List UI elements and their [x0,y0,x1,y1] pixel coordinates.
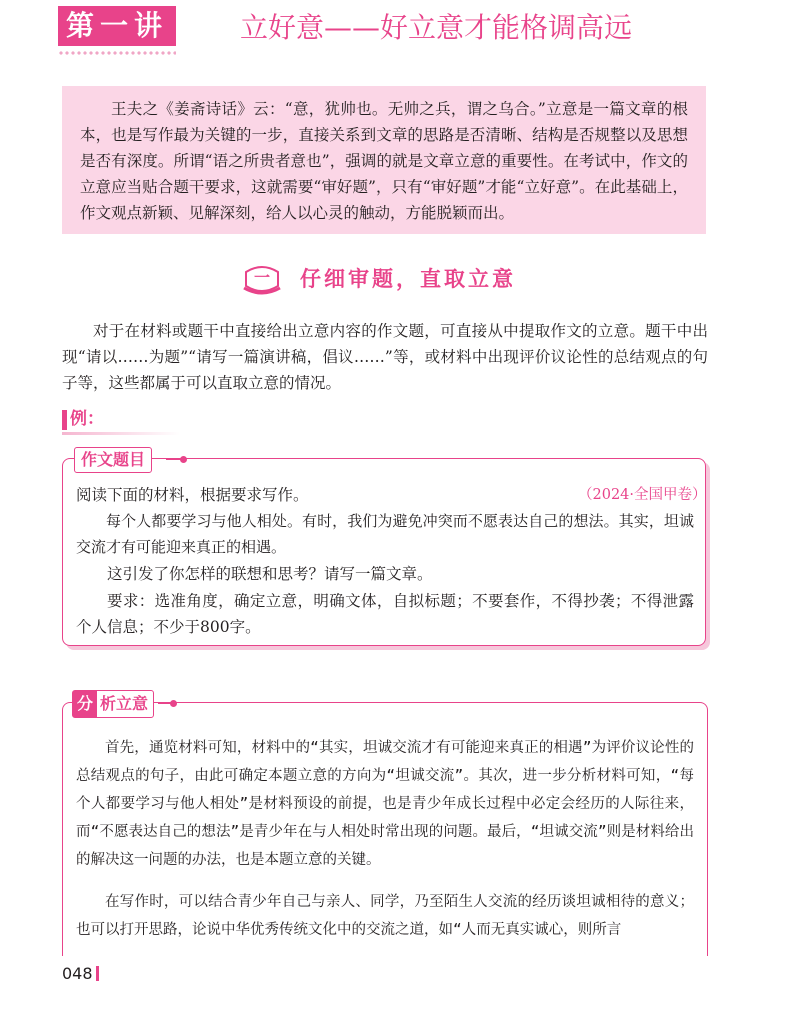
analysis-tab [72,690,154,718]
analysis-paragraph-2: 在写作时，可以结合青少年自己与亲人、同学，乃至陌生人交流的经历谈坦诚相待的意义；也可以打开思路，论说中华优秀传统文化中的交流之道，如“人而无真实诚心，则所言 [76,894,694,938]
section-number-icon [242,262,282,296]
prompt-tab: 作文题目 [74,447,152,473]
lecture-badge: 第一讲 [58,6,176,46]
lecture-title: 立好意——好立意才能格调高远 [240,11,633,44]
page-number-bar [96,966,99,981]
prompt-requirement: 要求：选准角度，确定立意，明确文体，自拟标题；不要套作，不得抄袭；不得泄露个人信息；不少于800字。 [76,592,694,636]
prompt-instruction: 阅读下面的材料，根据要求写作。 [76,486,309,504]
section-heading: 仔细审题，直取立意 [300,266,516,291]
analysis-tab-dot [170,700,177,707]
example-label: 例： [70,409,104,429]
badge-dot-pattern [58,50,176,56]
intro-text: 王夫之《姜斋诗话》云：“意，犹帅也。无帅之兵，谓之乌合。”立意是一篇文章的根本，也是写作最为关键的一步，直接关系到文章的思路是否清晰、结构是否规整以及思想是否有深度。所谓“语之所贵者意也”，强调的就是文章立意的重要性。在考试中，作文的立意应当贴合题干要求，这就需要“审好题”，只有“审好题”才能“立好意”。在此基础上，作文观点新颖、见解深刻，给人以心灵的触动，方能脱颖而出。 [80,100,688,222]
page-number: 048 [62,964,93,983]
analysis-tab-label: 析立意 [100,694,149,713]
analysis-paragraph-1: 首先，通览材料可知，材料中的“其实，坦诚交流才有可能迎来真正的相遇”为评价议论性的总结观点的句子，由此可确定本题立意的方向为“坦诚交流”。其次，进一步分析材料可知，“每个人都要学习与他人相处”是材料预设的前提，也是青少年成长过程中必定会经历的人际往来，而“不愿表达自己的想法”是青少年在与人相处时常出现的问题。最后，“坦诚交流”则是材料给出的解决这一问题的办法，也是本题立意的关键。 [76,740,694,868]
example-marker-bar [62,410,67,430]
section-number: 一 [253,268,271,287]
prompt-question: 这引发了你怎样的联想和思考？请写一篇文章。 [107,565,433,583]
section-paragraph: 对于在材料或题干中直接给出立意内容的作文题，可直接从中提取作文的立意。题干中出现“请以……为题”“请写一篇演讲稿，倡议……”等，或材料中出现评价议论性的总结观点的句子等，这些都属于可以直取立意的情况。 [62,322,708,392]
prompt-source: （2024·全国甲卷） [578,487,707,503]
prompt-tab-dot [180,456,187,463]
analysis-tab-first-char: 分 [73,691,97,717]
example-underline [62,432,180,435]
prompt-material: 每个人都要学习与他人相处。有时，我们为避免冲突而不愿表达自己的想法。其实，坦诚交流才有可能迎来真正的相遇。 [76,512,694,556]
